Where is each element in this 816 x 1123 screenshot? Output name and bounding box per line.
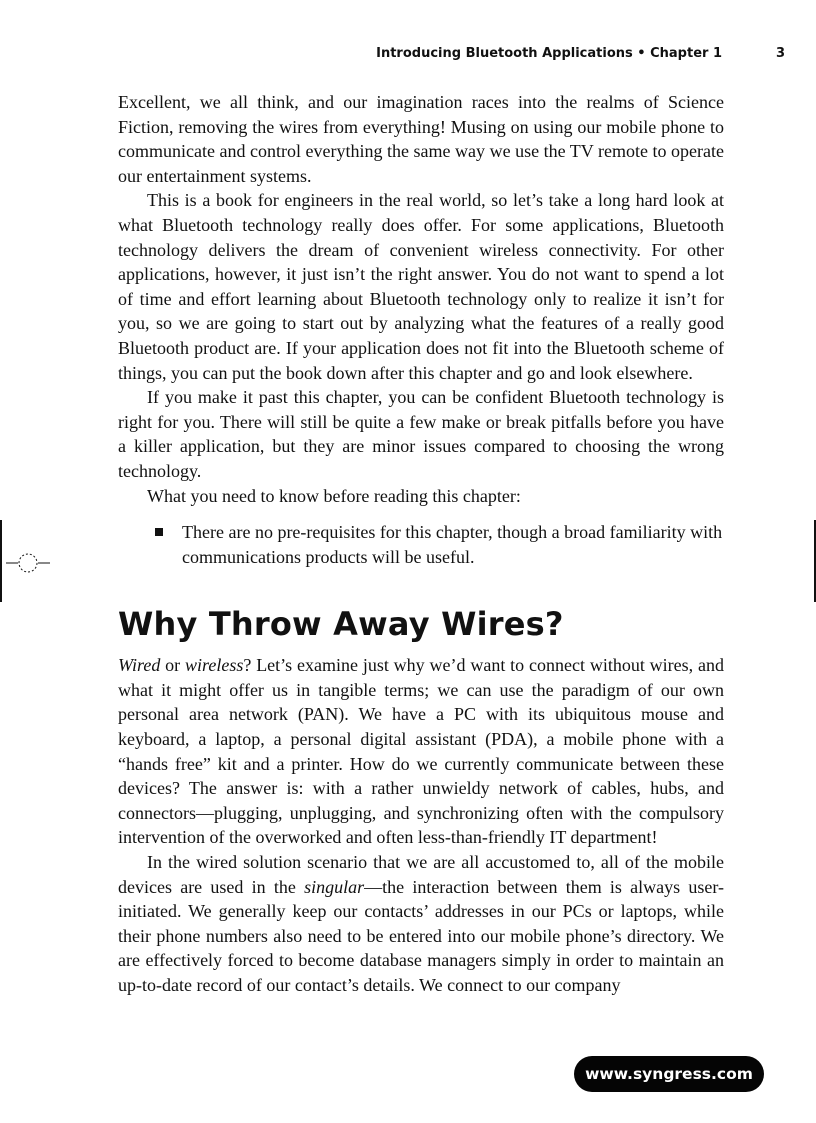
body-text [118, 90, 724, 998]
paragraph [118, 850, 724, 998]
page-number: 3 [776, 46, 786, 61]
paragraph: This is a book for engineers in the real world, so let’s take a long hard look at what Bluetooth technology really does offer. For some applications, Bluetooth technology delivers the dream of convenient wireless connectivity. For other applications, however, it just isn’t the right answer. You do not want to spend a lot of time and effort learning about Bluetooth technology only to realize it isn’t for you, so we are going to start out by analyzing what the features of a really good Bluetooth product are. If your application does not fit into the Bluetooth scheme of things, you can put the book down after this chapter and go and look elsewhere. [118, 190, 724, 383]
bullet-lead-in: What you need to know before reading this chapter: [147, 485, 521, 506]
registration-mark-icon [6, 548, 50, 578]
paragraph [118, 653, 724, 850]
text-run: ? Let’s examine just why we’d want to connect without wires, and what it might offer us in tangible terms; we can use the paradigm of our own personal area network (PAN). We have a PC with its ubiquitous mouse and keyboard, a laptop, a personal digital assistant (PDA), a mobile phone with a “hands free” kit and a printer. How do we currently communicate between these devices? The answer is: with a rather unwieldy network of cables, hubs, and connectors—plugging, unplugging, and synchronizing often with the compulsory intervention of the overworked and often less-than-friendly IT department! [118, 655, 724, 848]
text-run: In the wired solution scenario that we are all accustomed to, all of the mobile devices are used in the [118, 852, 724, 897]
paragraph: Excellent, we all think, and our imagination races into the realms of Science Fiction, removing the wires from everything! Musing on using our mobile phone to communicate and control everything the same way we use the TV remote to operate our entertainment systems. [118, 92, 724, 186]
crop-mark-left [0, 520, 2, 602]
running-head [0, 46, 816, 66]
text-run: —the interaction between them is always user-initiated. We generally keep our contacts’ addresses in our PCs or laptops, while their phone numbers also need to be entered into our mobile phone’s directory. We are effectively forced to become database managers simply in order to maintain an up-to-date record of our contact’s details. We connect to our company [118, 876, 724, 995]
paragraph: If you make it past this chapter, you can be confident Bluetooth technology is right for you. There will still be quite a few make or break pitfalls before you have a killer application, but they are minor issues compared to choosing the wrong technology. [118, 387, 724, 481]
italic-term: Wired [118, 655, 161, 676]
italic-term: wireless [185, 655, 244, 676]
list-item [182, 520, 724, 569]
list-item-text: There are no pre-requisites for this chapter, though a broad familiarity with communications products will be useful. [182, 522, 723, 567]
square-bullet-icon [155, 528, 163, 536]
section-heading: Why Throw Away Wires? [118, 605, 564, 644]
text-run: or [160, 655, 186, 676]
website-badge: www.syngress.com [574, 1056, 764, 1092]
bullet-list [118, 520, 724, 569]
italic-term: singular [304, 876, 365, 897]
running-head-title: Introducing Bluetooth Applications • Chapter 1 [376, 46, 722, 61]
